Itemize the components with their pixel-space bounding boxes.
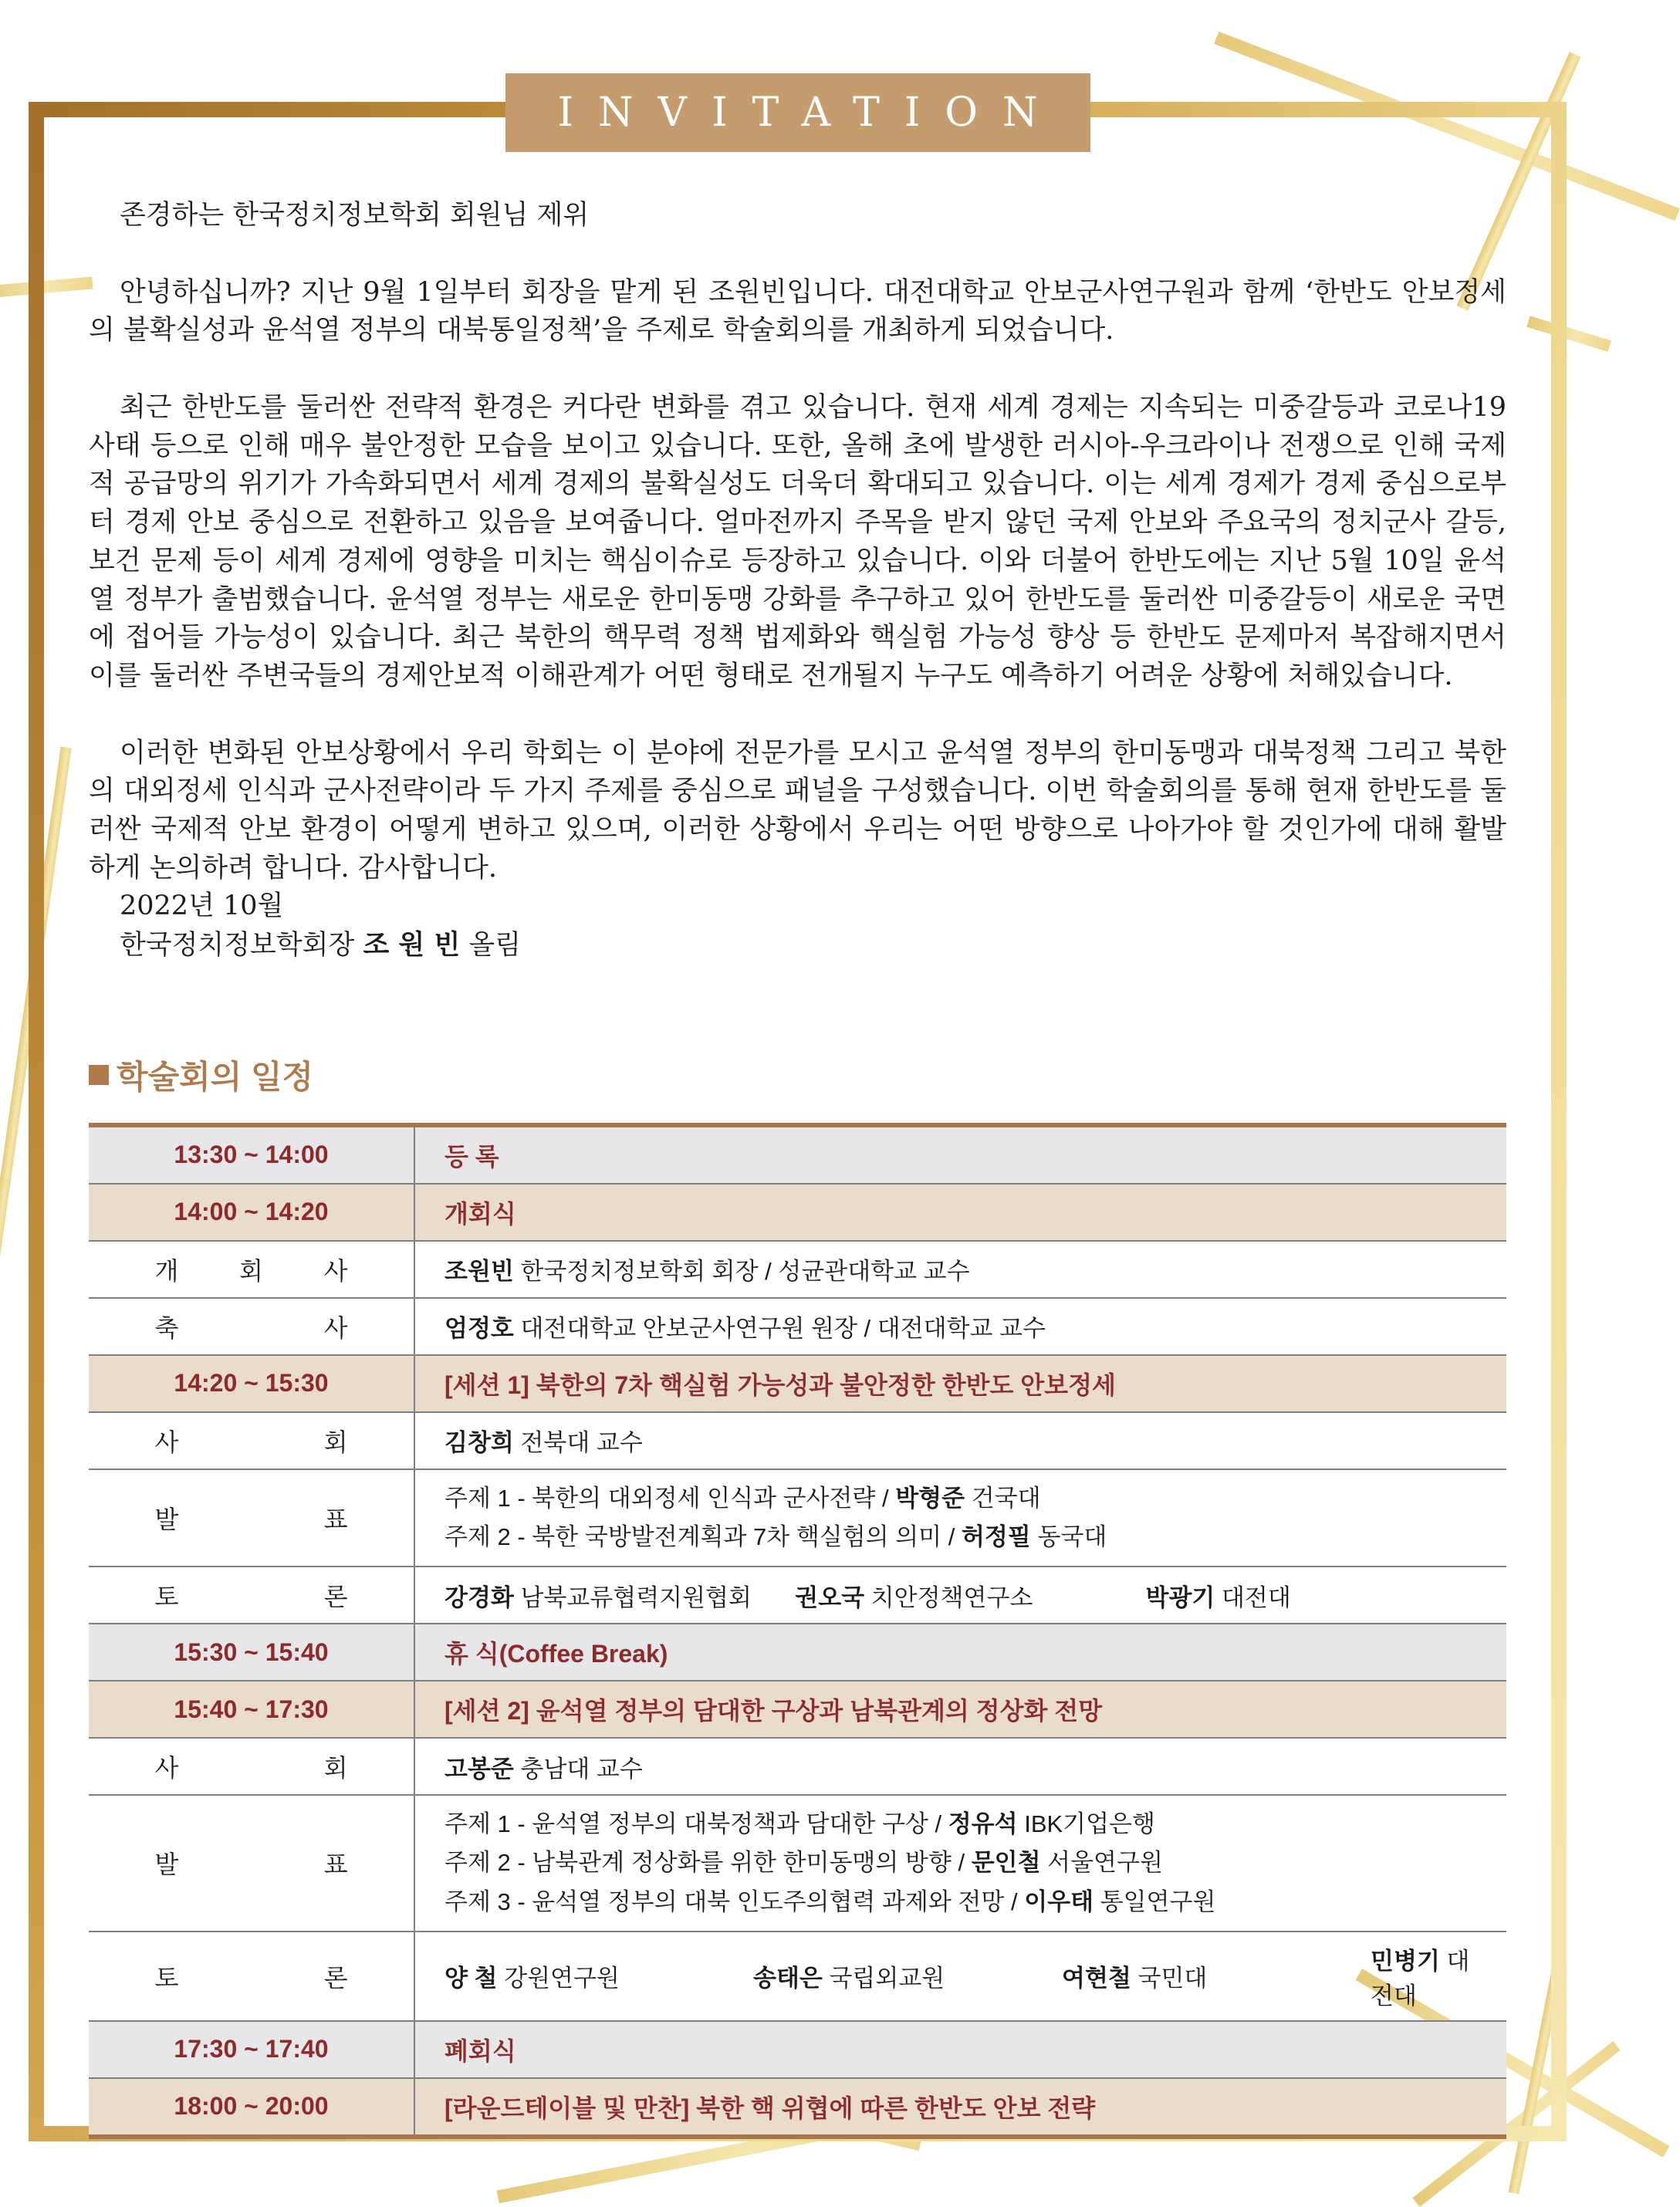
panelist: 민병기 대전대 [1371,1947,1470,2009]
table-row-session1-discussion [89,1566,1506,1623]
letter-salutation: 존경하는 한국정치정보학회 회원님 제위 [120,200,590,231]
topic-line: 주제 1 - 윤석열 정부의 대북정책과 담대한 구상 / 정유석 IBK기업은행 [445,1810,1155,1838]
role-label: 축 사 [154,1313,348,1342]
invitation-content [0,73,1595,2139]
table-row-registration [89,1127,1506,1183]
invitation-banner [505,73,1090,152]
time-cell: 13:30 ~ 14:00 [89,1127,415,1183]
time-cell: 17:30 ~ 17:40 [89,2022,415,2077]
row-title: [세션 1] 북한의 7차 핵실험 가능성과 불안정한 한반도 안보정세 [445,1371,1116,1399]
table-row-closing-ceremony [89,2020,1506,2077]
panelist: 강경화 남북교류협력지원협회 [445,1583,752,1611]
person-line: 김창희 전북대 교수 [445,1429,643,1457]
row-title: 폐회식 [445,2036,516,2065]
table-row-session1-chair [89,1411,1506,1469]
row-title: 휴 식(Coffee Break) [445,1640,668,1668]
panel-row [445,1942,1491,2011]
row-title: 개회식 [445,1199,516,1228]
invitation-banner-title: INVITATION [557,90,1063,136]
role-label: 토 론 [154,1963,348,1992]
person-line: 고봉준 충남대 교수 [445,1755,643,1783]
table-row-session-2 [89,1680,1506,1737]
letter-signature [89,926,1506,965]
table-row-session2-discussion [89,1931,1506,2020]
role-label: 발 표 [154,1850,348,1879]
role-label: 발 표 [154,1505,348,1533]
table-row-opening-ceremony [89,1183,1506,1240]
role-label: 토 론 [154,1583,348,1611]
row-title: [라운드테이블 및 만찬] 북한 핵 위협에 따른 한반도 안보 전략 [445,2094,1096,2122]
invitation-letter [89,197,1506,965]
signature-suffix: 올림 [468,930,522,961]
table-row-congratulatory-address [89,1297,1506,1354]
role-label: 사 회 [154,1754,348,1783]
panelist: 양 철 강원연구원 [445,1965,620,1992]
panelist: 권오국 치안정책연구소 [795,1583,1033,1611]
row-title: [세션 2] 윤석열 정부의 담대한 구상과 남북관계의 정상화 전망 [445,1697,1103,1725]
time-cell: 15:30 ~ 15:40 [89,1624,415,1680]
topic-line: 주제 3 - 윤석열 정부의 대북 인도주의협력 과제와 전망 / 이우태 통일연구원 [445,1888,1216,1915]
topic-line: 주제 1 - 북한의 대외정세 인식과 군사전략 / 박형준 건국대 [445,1484,1041,1512]
table-row-coffee-break [89,1623,1506,1680]
letter-paragraph-3: 이러한 변화된 안보상황에서 우리 학회는 이 분야에 전문가를 모시고 윤석열 정부의 한미동맹과 대북정책 그리고 북한의 대외정세 인식과 군사전략이라 두 가지 주제를 중심으로 패널을 구성했습니다. 이번 학술회의를 통해 현재 한반도를 둘러싼 국제적 안보 환경이 어떻게 변하고 있으며, 이러한 상황에서 우리는 어떤 방향으로 나아가야 할 것인가에 대해 활발하게 논의하려 합니다. 감사합니다. [89,737,1506,884]
schedule-section-header [89,1052,1506,1098]
row-title: 등 록 [445,1142,499,1171]
table-row-session2-chair [89,1737,1506,1794]
role-label: 개 회 사 [154,1256,348,1285]
table-row-session2-presentations [89,1794,1506,1931]
time-cell: 14:00 ~ 14:20 [89,1185,415,1240]
panelist: 송태은 국립외교원 [753,1965,945,1992]
schedule-table [89,1123,1506,2139]
table-row-session-1 [89,1354,1506,1411]
table-row-session1-presentations [89,1469,1506,1566]
invitation-page [0,73,1595,2170]
time-cell: 18:00 ~ 20:00 [89,2079,415,2134]
schedule-section-title: 학술회의 일정 [117,1058,314,1095]
topic-line: 주제 2 - 남북관계 정상화를 위한 한미동맹의 방향 / 문인철 서울연구원 [445,1849,1163,1877]
signature-name: 조 원 빈 [363,929,461,961]
table-row-roundtable-dinner [89,2077,1506,2134]
panel-row [445,1578,1491,1613]
square-bullet-icon [89,1065,109,1085]
panelist: 박광기 대전대 [1145,1583,1291,1611]
letter-paragraph-2: 최근 한반도를 둘러싼 전략적 환경은 커다란 변화를 겪고 있습니다. 현재 세계 경제는 지속되는 미중갈등과 코로나19 사태 등으로 인해 매우 불안정한 모습을 보이고 있습니다. 또한, 올해 초에 발생한 러시아-우크라이나 전쟁으로 인해 국제적 공급망의 위기가 가속화되면서 세계 경제의 불확실성도 더욱더 확대되고 있습니다. 이는 세계 경제가 경제 중심으로부터 경제 안보 중심으로 전환하고 있음을 보여줍니다. 얼마전까지 주목을 받지 않던 국제 안보와 주요국의 정치군사 갈등, 보건 문제 등이 세계 경제에 영향을 미치는 핵심이슈로 등장하고 있습니다. 이와 더불어 한반도에는 지난 5월 10일 윤석열 정부가 출범했습니다. 윤석열 정부는 새로운 한미동맹 강화를 추구하고 있어 한반도를 둘러싼 미중갈등이 새로운 국면에 접어들 가능성이 있습니다. 최근 북한의 핵무력 정책 법제화와 핵실험 가능성 향상 등 한반도 문제마저 복잡해지면서 이를 둘러싼 주변국들의 경제안보적 이해관계가 어떤 형태로 전개될지 누구도 예측하기 어려운 상황에 처해있습니다. [89,392,1506,691]
table-row-opening-address [89,1240,1506,1297]
time-cell: 14:20 ~ 15:30 [89,1356,415,1411]
panelist: 여현철 국민대 [1062,1965,1208,1992]
letter-date: 2022년 10월 [120,891,284,922]
letter-paragraph-1: 안녕하십니까? 지난 9월 1일부터 회장을 맡게 된 조원빈입니다. 대전대학교 안보군사연구원과 함께 ‘한반도 안보정세의 불확실성과 윤석열 정부의 대북통일정책’을 주제로 학술회의를 개최하게 되었습니다. [89,276,1506,346]
topic-line: 주제 2 - 북한 국방발전계획과 7차 핵실험의 의미 / 허정필 동국대 [445,1523,1107,1550]
role-label: 사 회 [154,1428,348,1456]
person-line: 엄정호 대전대학교 안보군사연구원 원장 / 대전대학교 교수 [445,1315,1046,1343]
person-line: 조원빈 한국정치정보학회 회장 / 성균관대학교 교수 [445,1258,970,1286]
time-cell: 15:40 ~ 17:30 [89,1681,415,1737]
signature-prefix: 한국정치정보학회장 [120,930,355,961]
